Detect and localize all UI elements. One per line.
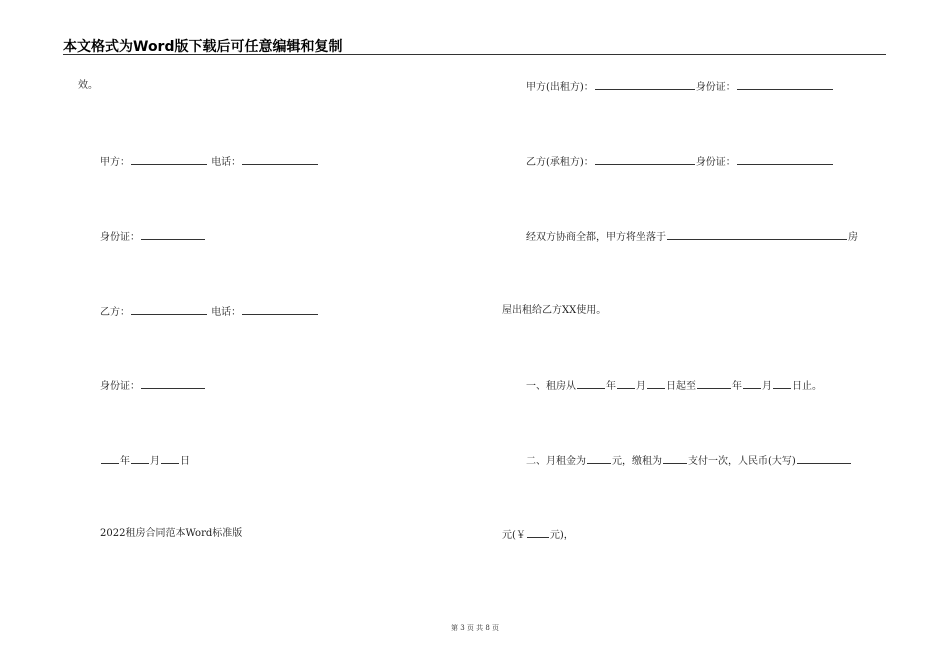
rent-payment-label: 元，缴租为 — [612, 456, 662, 467]
term-label: 一、租房从 — [526, 381, 576, 392]
document-name: 2022租房合同范本Word标准版 — [100, 528, 243, 539]
usage-line: 屋出租给乙方XX使用。 — [502, 305, 607, 316]
rent-label: 二、月租金为 — [526, 456, 586, 467]
rent-line — [526, 453, 852, 469]
rent-blank — [587, 453, 611, 464]
term-line — [526, 378, 822, 394]
end-year-label: 年 — [732, 381, 742, 392]
tenant-line — [526, 154, 834, 170]
document-header-title: 本文格式为Word版下载后可任意编辑和复制 — [63, 39, 343, 55]
payment-period-blank — [663, 453, 687, 464]
phone-label: 电话： — [211, 307, 242, 318]
agreement-end: 房 — [848, 232, 858, 243]
start-day-label: 日起至 — [666, 381, 696, 392]
rent-amount-label: 元(￥ — [502, 530, 526, 541]
phone-blank — [242, 154, 318, 165]
landlord-blank — [595, 79, 695, 90]
landlord-line — [526, 79, 834, 95]
party-b-blank — [131, 304, 207, 315]
day-blank — [161, 453, 179, 464]
party-a-label: 甲方： — [100, 157, 130, 168]
agreement-text: 经双方协商全都，甲方将坐落于 — [526, 232, 666, 243]
id-blank — [141, 229, 205, 240]
landlord-label: 甲方(出租方)： — [526, 82, 594, 93]
tenant-id-blank — [737, 154, 833, 165]
start-year-blank — [577, 378, 605, 389]
day-label: 日 — [180, 456, 190, 467]
end-day-blank — [773, 378, 791, 389]
landlord-id-label: 身份证： — [695, 82, 736, 93]
tenant-label: 乙方(承租方)： — [526, 157, 594, 168]
landlord-id-blank — [737, 79, 833, 90]
header-rule — [63, 54, 886, 55]
party-a-blank — [131, 154, 207, 165]
rent-amount-line — [502, 527, 574, 543]
tenant-blank — [595, 154, 695, 165]
party-b-line — [100, 304, 319, 320]
rent-amount-blank — [527, 527, 549, 538]
address-blank — [667, 229, 847, 240]
id-line — [100, 229, 206, 245]
party-a-line — [100, 154, 319, 170]
month-blank — [131, 453, 149, 464]
year-label: 年 — [120, 456, 130, 467]
end-month-blank — [743, 378, 761, 389]
rent-capital-label: 支付一次，人民币(大写) — [688, 456, 796, 467]
page-number: 第 3 页 共 8 页 — [450, 624, 500, 632]
phone-blank — [242, 304, 318, 315]
year-blank — [101, 453, 119, 464]
id-blank — [141, 378, 205, 389]
date-line — [100, 453, 190, 469]
end-month-label: 月 — [762, 381, 772, 392]
start-year-label: 年 — [606, 381, 616, 392]
tenant-id-label: 身份证： — [695, 157, 736, 168]
id-line — [100, 378, 206, 394]
rent-amount-end: 元)， — [549, 530, 574, 541]
phone-label: 电话： — [211, 157, 242, 168]
party-b-label: 乙方： — [100, 307, 130, 318]
end-day-label: 日止。 — [792, 381, 822, 392]
id-label: 身份证： — [100, 381, 140, 392]
agreement-line — [526, 229, 858, 245]
start-month-label: 月 — [636, 381, 646, 392]
month-label: 月 — [150, 456, 160, 467]
end-year-blank — [697, 378, 731, 389]
text-continuation: 效。 — [78, 80, 98, 91]
start-month-blank — [617, 378, 635, 389]
capital-amount-blank — [797, 453, 851, 464]
start-day-blank — [647, 378, 665, 389]
id-label: 身份证： — [100, 232, 140, 243]
